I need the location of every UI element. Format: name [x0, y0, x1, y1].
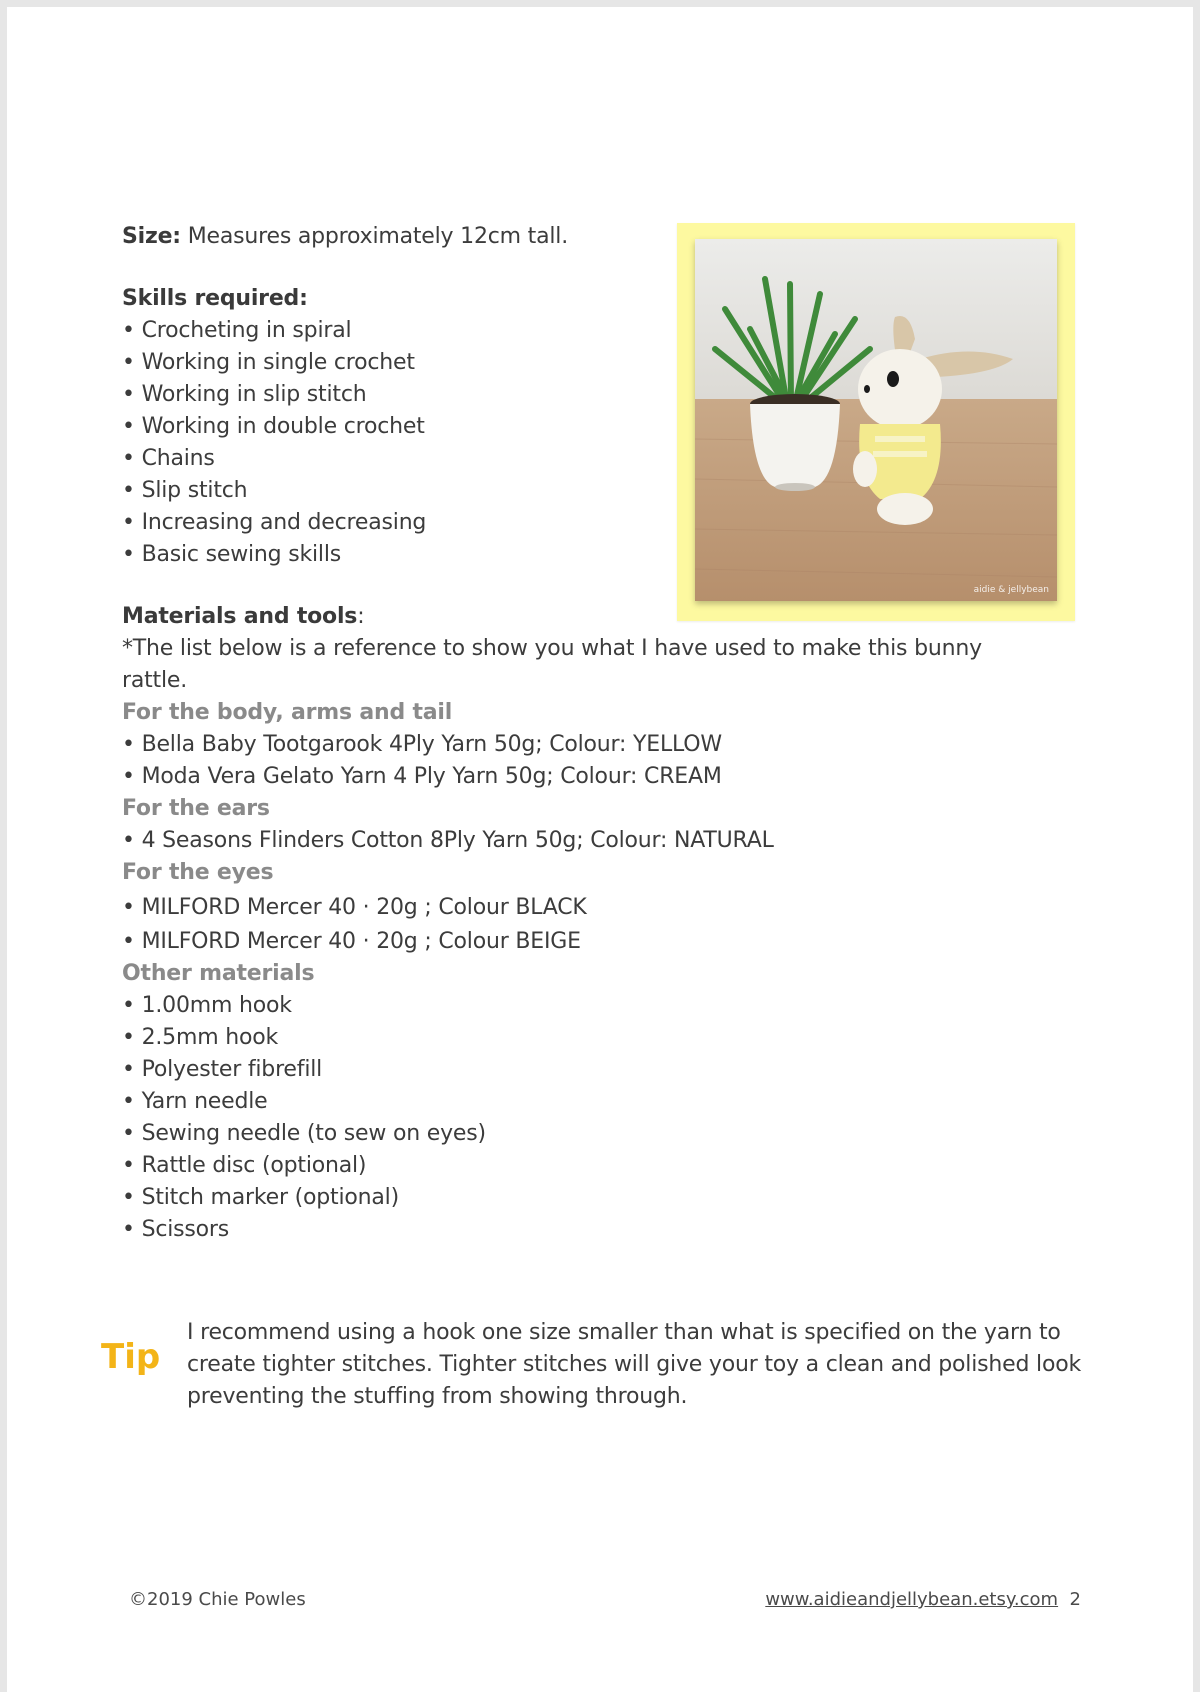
ears-yarn-item: • 4 Seasons Flinders Cotton 8Ply Yarn 50g; Colour: NATURAL: [122, 825, 1022, 857]
bunny-illustration: [695, 239, 1057, 601]
materials-heading: Materials and tools: [122, 604, 358, 629]
tip-text: I recommend using a hook one size smaller than what is specified on the yarn to create tighter stitches. Tighter stitches will give your toy a clean and polished look preventing the stuffing from showing through.: [187, 1320, 1082, 1409]
body-yarn-item: • Moda Vera Gelato Yarn 4 Ply Yarn 50g; Colour: CREAM: [122, 761, 1022, 793]
photo-frame: [677, 223, 1075, 621]
bunny-photo: [695, 239, 1057, 601]
other-materials-item: • 2.5mm hook: [122, 1022, 1022, 1054]
footer-right: [765, 1589, 1081, 1610]
other-materials-item: • Yarn needle: [122, 1086, 1022, 1118]
skills-heading: Skills required:: [122, 286, 308, 311]
skills-list-item: • Slip stitch: [122, 475, 1022, 507]
document-page: [7, 7, 1193, 1692]
skills-list-item: • Working in slip stitch: [122, 379, 1022, 411]
skills-list-item: • Working in double crochet: [122, 411, 1022, 443]
materials-heading-colon: :: [357, 604, 365, 629]
other-materials-item: • Stitch marker (optional): [122, 1182, 1022, 1214]
other-materials-item: • Rattle disc (optional): [122, 1150, 1022, 1182]
photo-watermark: aidie & jellybean: [973, 585, 1049, 595]
page-number: 2: [1069, 1589, 1081, 1610]
ears-yarn-heading: For the ears: [122, 796, 270, 821]
skills-list-item: • Crocheting in spiral: [122, 315, 1022, 347]
size-label: Size:: [122, 224, 181, 249]
other-materials-item: • Scissors: [122, 1214, 1022, 1246]
skills-list-item: • Basic sewing skills: [122, 539, 1022, 571]
footer-copyright: ©2019 Chie Powles: [129, 1589, 306, 1610]
skills-list-item: • Increasing and decreasing: [122, 507, 1022, 539]
other-materials-item: • 1.00mm hook: [122, 990, 1022, 1022]
other-materials-item: • Polyester fibrefill: [122, 1054, 1022, 1086]
body-yarn-item: • Bella Baby Tootgarook 4Ply Yarn 50g; Colour: YELLOW: [122, 729, 1022, 761]
eyes-thread-item: • MILFORD Mercer 40 · 20g ; Colour BLACK: [122, 892, 1022, 924]
footer-website-link[interactable]: www.aidieandjellybean.etsy.com: [765, 1589, 1059, 1610]
body-yarn-heading: For the body, arms and tail: [122, 700, 453, 725]
materials-note: *The list below is a reference to show you what I have used to make this bunny rattle.: [122, 636, 982, 693]
size-text: Measures approximately 12cm tall.: [180, 224, 568, 249]
tip-label: Tip: [101, 1337, 161, 1377]
skills-list-item: • Working in single crochet: [122, 347, 1022, 379]
eyes-thread-item: • MILFORD Mercer 40 · 20g ; Colour BEIGE: [122, 926, 1022, 958]
other-materials-item: • Sewing needle (to sew on eyes): [122, 1118, 1022, 1150]
eyes-thread-heading: For the eyes: [122, 860, 274, 885]
skills-list-item: • Chains: [122, 443, 1022, 475]
other-materials-heading: Other materials: [122, 961, 315, 986]
